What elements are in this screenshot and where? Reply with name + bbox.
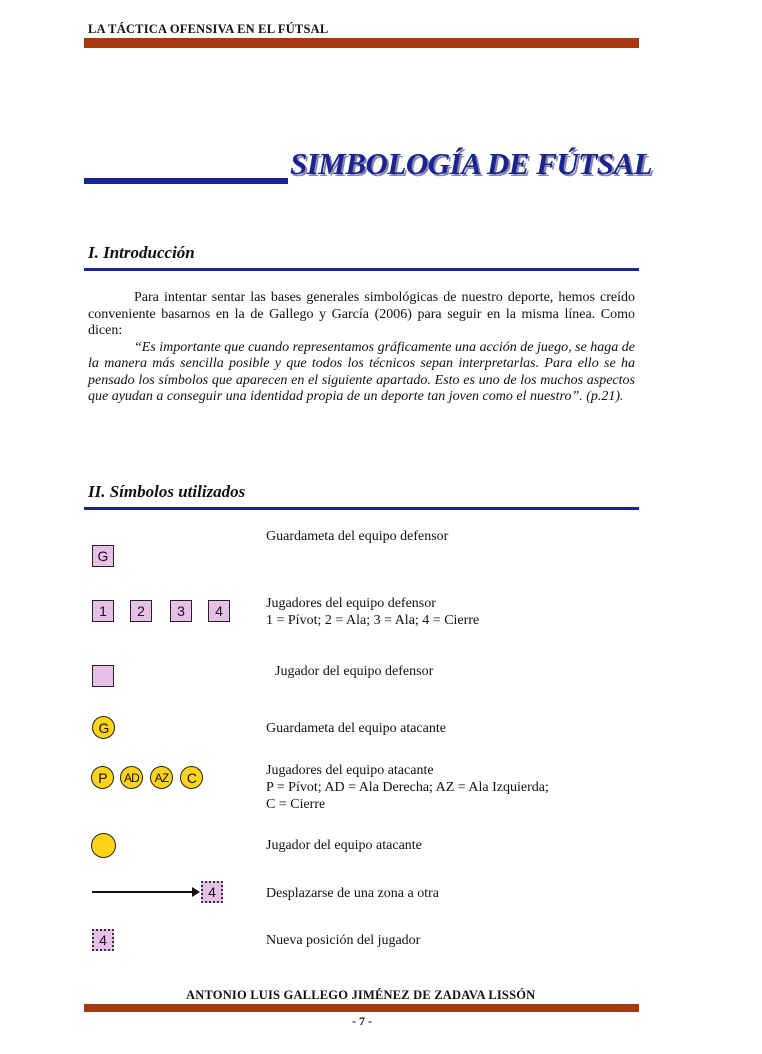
symbol-description: Guardameta del equipo defensor bbox=[266, 529, 449, 544]
symbol-description: Jugador del equipo defensor bbox=[275, 664, 434, 679]
section-rule bbox=[84, 268, 639, 271]
symbol-description: Jugador del equipo atacante bbox=[266, 838, 422, 853]
symbol-description: Guardameta del equipo atacante bbox=[266, 721, 446, 736]
symbol-description: Nueva posición del jugador bbox=[266, 933, 421, 948]
movement-arrow-line bbox=[92, 891, 194, 893]
attacker-ala-derecha-icon: AD bbox=[120, 766, 143, 789]
running-header: LA TÁCTICA OFENSIVA EN EL FÚTSAL bbox=[88, 22, 329, 36]
defender-ala-icon: 3 bbox=[170, 600, 192, 622]
defender-player-icon bbox=[92, 665, 114, 687]
header-bar bbox=[84, 38, 639, 48]
attacker-goalkeeper-icon: G bbox=[92, 716, 115, 739]
section-heading-introduccion: I. Introducción bbox=[88, 243, 195, 262]
page-number: - 7 - bbox=[352, 1014, 372, 1028]
title-underline bbox=[84, 178, 288, 184]
attacker-player-icon bbox=[91, 833, 116, 858]
arrow-head-icon bbox=[192, 887, 200, 897]
section-heading-simbolos: II. Símbolos utilizados bbox=[88, 482, 246, 501]
section-rule bbox=[84, 507, 639, 510]
attacker-ala-izquierda-icon: AZ bbox=[150, 766, 173, 789]
new-position-icon: 4 bbox=[92, 929, 114, 951]
defender-ala-icon: 2 bbox=[130, 600, 152, 622]
symbol-description: Desplazarse de una zona a otra bbox=[266, 886, 439, 901]
symbol-description: Jugadores del equipo atacante P = Pívot; AD = Ala Derecha; AZ = Ala Izquierda; C = Cierre bbox=[266, 763, 549, 812]
destination-player-icon: 4 bbox=[201, 881, 223, 903]
symbol-description: Jugadores del equipo defensor 1 = Pívot; 2 = Ala; 3 = Ala; 4 = Cierre bbox=[266, 596, 480, 628]
defender-cierre-icon: 4 bbox=[208, 600, 230, 622]
page-title: SIMBOLOGÍA DE FÚTSAL bbox=[290, 146, 653, 181]
footer-author: ANTONIO LUIS GALLEGO JIMÉNEZ DE ZADAVA LISSÓN bbox=[186, 988, 536, 1002]
footer-bar bbox=[84, 1004, 639, 1012]
defender-pivot-icon: 1 bbox=[92, 600, 114, 622]
intro-paragraph: Para intentar sentar las bases generales simbológicas de nuestro deporte, hemos creído conveniente basarnos en la de Gallego y García (2006) para seguir en la misma línea. Como dicen: bbox=[88, 290, 635, 338]
defender-goalkeeper-icon: G bbox=[92, 545, 114, 567]
intro-text bbox=[88, 290, 635, 406]
intro-quote: “Es importante que cuando representamos gráficamente una acción de juego, se haga de la manera más sencilla posible y que todos los técnicos sepan interpretarlas. Para ello se ha pensado los símbolos que aparecen en el siguiente apartado. Esto es uno de los muchos aspectos que ayudan a conseguir una identidad propia de un deporte tan joven como el nuestro”. (p.21). bbox=[88, 339, 635, 404]
attacker-pivot-icon: P bbox=[91, 766, 114, 789]
attacker-cierre-icon: C bbox=[180, 766, 203, 789]
